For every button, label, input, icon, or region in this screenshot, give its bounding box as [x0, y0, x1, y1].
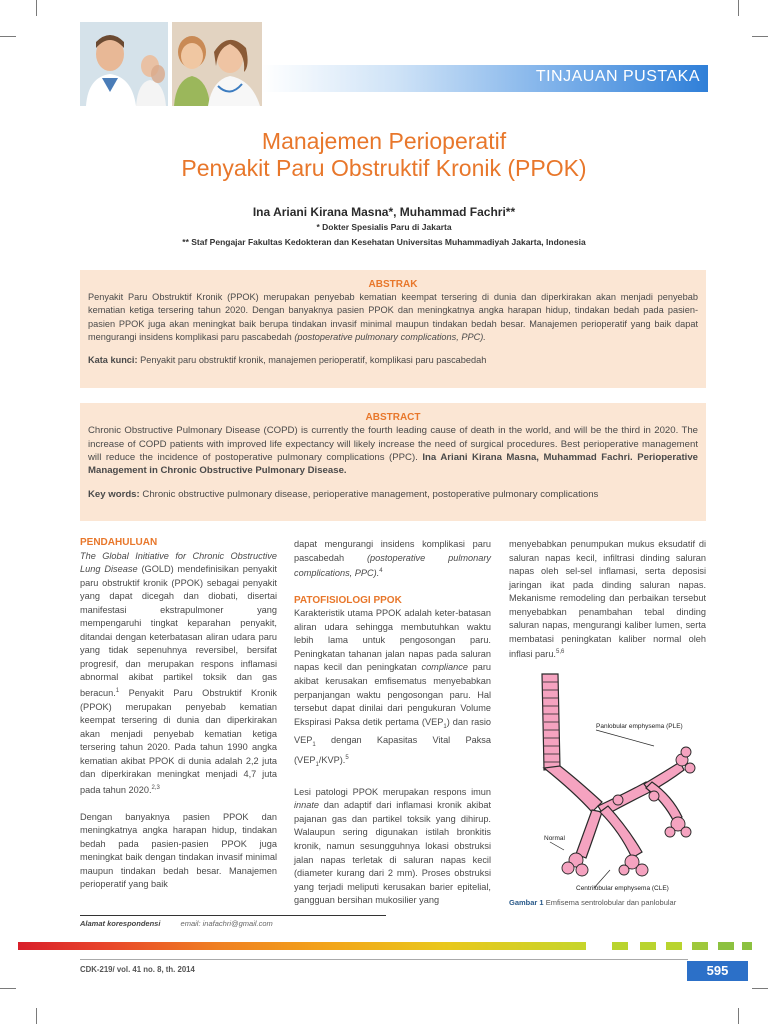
- correspondence: [80, 919, 273, 928]
- ref-superscript: 1: [115, 688, 120, 695]
- cle-label: Centrilobular emphysema (CLE): [576, 885, 669, 892]
- abstract-keywords: [80, 488, 706, 501]
- paragraph: [80, 811, 277, 892]
- paragraph: [294, 786, 491, 908]
- c2-p1: dapat mengurangi insidens komplikasi paru pascabedah: [294, 539, 491, 563]
- c2-p3a: Lesi patologi PPOK merupakan respons imun: [294, 786, 491, 797]
- doctor-photo: [80, 22, 168, 106]
- p1-text: (GOLD) mendefinisikan penyakit paru obstruktif kronik (PPOK) sebagai penyakit yang dapat dicegah dan diobati, disertai manifestasi ekstrapulmoner yang mempengaruhi tingkat keparahan penyakit, ditandai dengan keterbatasan aliran udara paru yang tidak sepenuhnya reversibel, bersifat progresif, dan merupakan respons inflamasi abnormal akibat partikel toksik dan gas beracun.: [80, 564, 277, 699]
- footer-square: [640, 942, 656, 950]
- ref-superscript: 5,6: [555, 649, 565, 656]
- abstrak-keywords: [80, 354, 706, 367]
- column-2: [294, 538, 491, 921]
- section-label: TINJAUAN PUSTAKA: [535, 68, 700, 85]
- page-number: 595: [687, 961, 748, 981]
- abstract-citation: Ina Ariani Kirana Masna, Muhammad Fachri. Perioperative Management in Chronic Obstructive Pulmonary Disease.: [88, 452, 698, 477]
- header-photos: [80, 22, 262, 106]
- ref-superscript: 2,3: [151, 784, 160, 791]
- title-line-1: Manajemen Perioperatif: [261, 128, 507, 154]
- crop-mark: [0, 36, 16, 37]
- p1-text2: Penyakit Paru Obstruktif Kronik (PPOK) merupakan penyebab kematian keempat tersering di dunia dan diperkirakan akan menjadi penyebab kematian ketiga tersering tahun 2020. Pada tahun 1990 angka kematian akibat PPOK di dunia adalah 2,2 juta dan diperkirakan meningkat menjadi 4,7 juta pada tahun 2020.: [80, 688, 278, 795]
- abstrak-italic: (postoperative pulmonary complications, PPC).: [294, 331, 486, 342]
- correspondence-divider: [80, 915, 386, 916]
- subscript: 1: [315, 762, 319, 769]
- footer-square: [666, 942, 682, 950]
- correspondence-email: email: inafachri@gmail.com: [180, 919, 273, 928]
- footer-square: [612, 942, 628, 950]
- title-line-2: Penyakit Paru Obstruktif Kronik (PPOK): [181, 155, 587, 181]
- subscript: 1: [443, 723, 447, 730]
- authors: Ina Ariani Kirana Masna*, Muhammad Fachri**: [252, 205, 516, 219]
- lung-airway-illustration: [514, 672, 710, 894]
- footer-divider: [80, 959, 688, 960]
- paragraph: [80, 550, 277, 798]
- compliance-italic: compliance: [421, 662, 468, 673]
- crop-mark: [752, 988, 768, 989]
- abstract-body: Chronic Obstructive Pulmonary Disease (COPD) is currently the fourth leading cause of death in the world, and will be the third in 2020. The increase of COPD patients with improved life expectancy will likely increase the need of surgical procedures. Best perioperative management will reduce the incidence of postoperative pulmonary complications (PPC).: [88, 425, 698, 464]
- subscript: 1: [312, 741, 316, 748]
- c2-p2b: paru akibat kerusakan emfisematus menyebabkan perpanjangan waktu pengosongan paru. Hal tersebut dapat dinilai dari pengukuran Volume Ekspirasi Paksa detik pertama (VEP: [294, 662, 492, 727]
- crop-mark: [738, 1008, 739, 1024]
- crop-mark: [0, 988, 16, 989]
- emphysema-figure: [514, 672, 710, 894]
- journal-citation: CDK-219/ vol. 41 no. 8, th. 2014: [80, 965, 195, 974]
- c2-p2d: dengan Kapasitas Vital Paksa (VEP: [294, 735, 492, 766]
- c2-p3b: dan adaptif dari inflamasi kronik akibat pajanan gas dan partikel toksik yang dihirup. Walaupun sering digunakan istilah bronkitis kronik, namun sesungguhnya lokasi obstruksi jalan napas terletak di saluran napas kecil (diameter kurang dari 2 mm). Proses obstruksi yang terjadi meliputi kerusakan barier epitelial, gangguan bersihan mukosilier yang: [294, 800, 491, 906]
- abstrak-text: [80, 291, 706, 344]
- crop-mark: [752, 36, 768, 37]
- column-1: [80, 536, 277, 905]
- abstrak-body: Penyakit Paru Obstruktif Kronik (PPOK) merupakan penyebab kematian keempat tersering di dunia dan diperkirakan akan menjadi penyebab kematian ketiga tersering tahun 2020. Dengan banyaknya pasien PPOK dan meningkatnya angka harapan hidup, tindakan bedah pada pasien-pasien PPOK juga akan meningkat baik berupa tindakan invasif minimal maupun tindakan bedah besar. Manajemen perioperatif yang baik dapat mengurangi insidens komplikasi paru pascabedah: [88, 292, 698, 342]
- affiliation-1: * Dokter Spesialis Paru di Jakarta: [316, 222, 452, 232]
- crop-mark: [738, 0, 739, 16]
- footer-color-bar: [18, 942, 586, 950]
- abstract-box: [80, 403, 706, 521]
- c2-p2a: Karakteristik utama PPOK adalah keter-batasan aliran udara sehingga membutuhkan waktu lebih lama untuk pengosongan paru. Peningkatan tahanan jalan napas pada saluran napas kecil dan peningkatan: [294, 608, 491, 673]
- normal-label: Normal: [544, 835, 565, 842]
- nurse-child-photo: [172, 22, 262, 106]
- correspondence-label: Alamat korespondensi: [80, 919, 161, 928]
- key-words-label: Key words:: [88, 488, 140, 500]
- paragraph: [509, 538, 706, 662]
- c3-p1: menyebabkan penumpukan mukus eksudatif di saluran napas kecil, infiltrasi dinding saluran napas oleh sel-sel inflamasi, serta deposisi jaringan ikat pada dinding saluran napas. Mekanisme remodeling dan perbaikan tersebut menyebabkan penambahan tebal dinding saluran napas, mengurangi kaliber lumen, serta membatasi peningkatan kaliber normal oleh inflasi paru.: [509, 539, 706, 660]
- article-title: [0, 128, 768, 182]
- footer-square: [742, 942, 752, 950]
- caption-text: Emfisema sentrolobular dan panlobular: [545, 898, 677, 907]
- figure-caption: [509, 898, 676, 907]
- footer-square: [718, 942, 734, 950]
- paragraph: [294, 538, 491, 581]
- column-3: [509, 538, 706, 675]
- affiliation-2: ** Staf Pengajar Fakultas Kedokteran dan Kesehatan Universitas Muhammadiyah Jakarta, Indonesia: [182, 237, 586, 247]
- patofisiologi-heading: PATOFISIOLOGI PPOK: [294, 594, 402, 606]
- c2-p2e: /KVP).: [318, 755, 346, 766]
- abstract-text: [80, 424, 706, 478]
- ple-label: Panlobular emphysema (PLE): [596, 723, 683, 730]
- abstract-heading: ABSTRACT: [365, 412, 421, 423]
- ref-superscript: 5: [345, 755, 349, 762]
- ppc-italic: (postoperative pulmonary complications, PPC).: [294, 552, 491, 579]
- crop-mark: [36, 0, 37, 16]
- footer-square: [692, 942, 708, 950]
- crop-mark: [36, 1008, 37, 1024]
- innate-italic: innate: [294, 800, 320, 811]
- kata-kunci-text: Penyakit paru obstruktif kronik, manajemen perioperatif, komplikasi paru pascabedah: [140, 355, 487, 366]
- p2-text: Dengan banyaknya pasien PPOK dan meningkatnya angka harapan hidup, tindakan bedah pada pasien-pasien PPOK juga meningkat baik dengan tindakan invasif minimal maupun tindakan bedah besar. Manajemen perioperatif yang baik: [80, 811, 277, 890]
- c2-p2c: ) dan rasio VEP: [294, 716, 491, 745]
- gold-italic: The Global Initiative for Chronic Obstructive Lung Disease: [80, 550, 277, 575]
- abstrak-heading: ABSTRAK: [368, 279, 418, 290]
- key-words-text: Chronic obstructive pulmonary disease, perioperative management, postoperative pulmonary complications: [142, 488, 599, 500]
- caption-label: Gambar 1: [509, 898, 544, 907]
- paragraph: [294, 607, 491, 773]
- pendahuluan-heading: PENDAHULUAN: [80, 537, 158, 548]
- kata-kunci-label: Kata kunci:: [88, 355, 138, 366]
- ref-superscript: 4: [379, 568, 383, 575]
- abstrak-box: [80, 270, 706, 388]
